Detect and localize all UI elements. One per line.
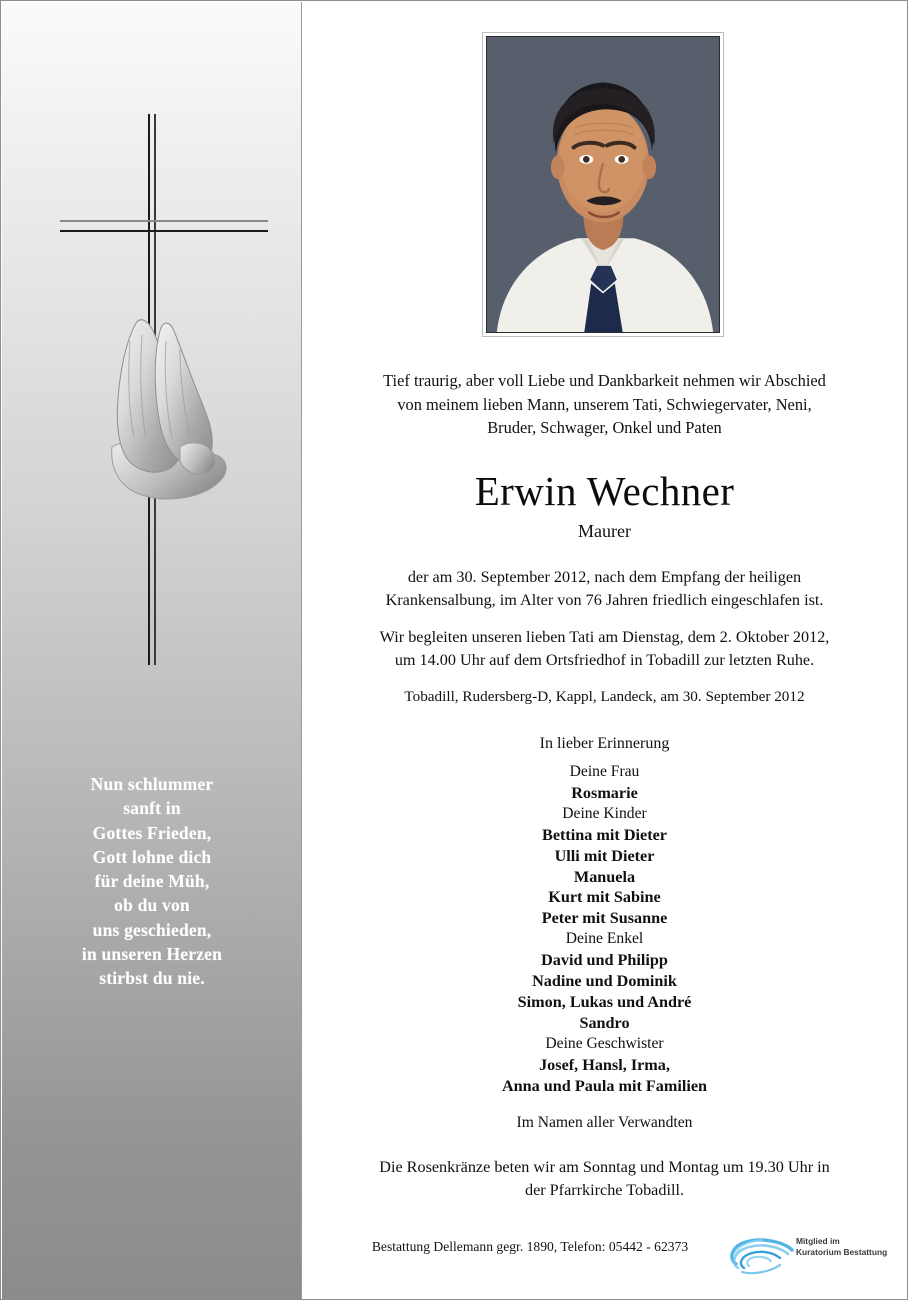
- memory-heading: In lieber Erinnerung: [539, 735, 670, 752]
- poem-line: Nun schlummer: [90, 774, 214, 794]
- memorial-poem: [2, 772, 302, 991]
- logo-text: [796, 1236, 896, 1257]
- cross-horizontal-line-2: [60, 230, 268, 232]
- portrait-photo: [486, 36, 720, 333]
- family-name: Rosmarie: [571, 783, 638, 802]
- swirl-icon: [722, 1234, 802, 1276]
- relatives-line: Im Namen aller Verwandten: [516, 1114, 693, 1131]
- poem-line: Gottes Frieden,: [92, 822, 212, 843]
- family-name: Ulli mit Dieter: [554, 846, 655, 865]
- logo-line-1: Mitglied im: [796, 1236, 840, 1246]
- family-name: Sandro: [579, 1013, 630, 1032]
- rosary-line: Die Rosenkränze beten wir am Sonntag und Montag um 19.30 Uhr in: [379, 1158, 830, 1176]
- family-name: Kurt mit Sabine: [548, 888, 661, 907]
- portrait-photo-frame: [482, 32, 724, 337]
- family-relation: Deine Enkel: [565, 930, 644, 948]
- places-line: Tobadill, Rudersberg-D, Kappl, Landeck, am 30. September 2012: [404, 688, 805, 705]
- poem-line: Gott lohne dich: [92, 846, 212, 867]
- cross-horizontal-line-1: [60, 220, 268, 222]
- funeral-note-line: Wir begleiten unseren lieben Tati am Dienstag, dem 2. Oktober 2012,: [379, 628, 830, 646]
- rosary-note: [302, 1156, 907, 1201]
- family-relation: Deine Geschwister: [545, 1034, 664, 1052]
- family-name: Manuela: [573, 867, 636, 886]
- poem-line: für deine Müh,: [94, 871, 210, 892]
- rosary-line: der Pfarrkirche Tobadill.: [524, 1180, 685, 1199]
- funeral-note-line: um 14.00 Uhr auf dem Ortsfriedhof in Tobadill zur letzten Ruhe.: [394, 650, 815, 669]
- logo-line-2: Kuratorium Bestattung: [796, 1246, 888, 1257]
- deceased-profession: Maurer: [578, 521, 631, 541]
- death-note-line: der am 30. September 2012, nach dem Empfang der heiligen: [407, 568, 802, 586]
- family-name: David und Philipp: [541, 951, 668, 970]
- kuratorium-logo: [722, 1230, 894, 1280]
- family-relation: Deine Frau: [569, 763, 640, 780]
- family-relation: Deine Kinder: [562, 804, 647, 822]
- death-note-line: Krankensalbung, im Alter von 76 Jahren friedlich eingeschlafen ist.: [385, 590, 824, 609]
- praying-hands-icon: [84, 297, 234, 512]
- footer: [302, 1230, 907, 1290]
- funeral-note: [302, 626, 907, 671]
- poem-line: ob du von: [114, 895, 190, 916]
- intro-line: von meinem lieben Mann, unserem Tati, Schwiegervater, Neni,: [397, 394, 812, 414]
- deceased-name: Erwin Wechner: [474, 468, 735, 514]
- intro-paragraph: [302, 369, 907, 440]
- left-decorative-panel: [2, 2, 302, 1300]
- family-name: Anna und Paula mit Familien: [501, 1076, 708, 1095]
- main-content: [302, 2, 907, 1300]
- poem-line: stirbst du nie.: [99, 968, 205, 989]
- undertaker-line: Bestattung Dellemann gegr. 1890, Telefon: 05442 - 62373: [371, 1239, 689, 1254]
- intro-line: Bruder, Schwager, Onkel und Paten: [487, 418, 722, 437]
- intro-line: Tief traurig, aber voll Liebe und Dankbarkeit nehmen wir Abschied: [383, 371, 826, 390]
- family-list: [302, 762, 907, 1097]
- family-name: Peter mit Susanne: [541, 909, 668, 928]
- poem-line: uns geschieden,: [92, 919, 212, 940]
- poem-line: in unseren Herzen: [81, 944, 223, 965]
- family-name: Josef, Hansl, Irma,: [539, 1055, 670, 1074]
- family-name: Nadine und Dominik: [532, 972, 677, 991]
- death-note: [302, 566, 907, 611]
- family-name: Bettina mit Dieter: [542, 825, 667, 844]
- poem-line: sanft in: [123, 798, 181, 819]
- family-name: Simon, Lukas und André: [517, 992, 692, 1011]
